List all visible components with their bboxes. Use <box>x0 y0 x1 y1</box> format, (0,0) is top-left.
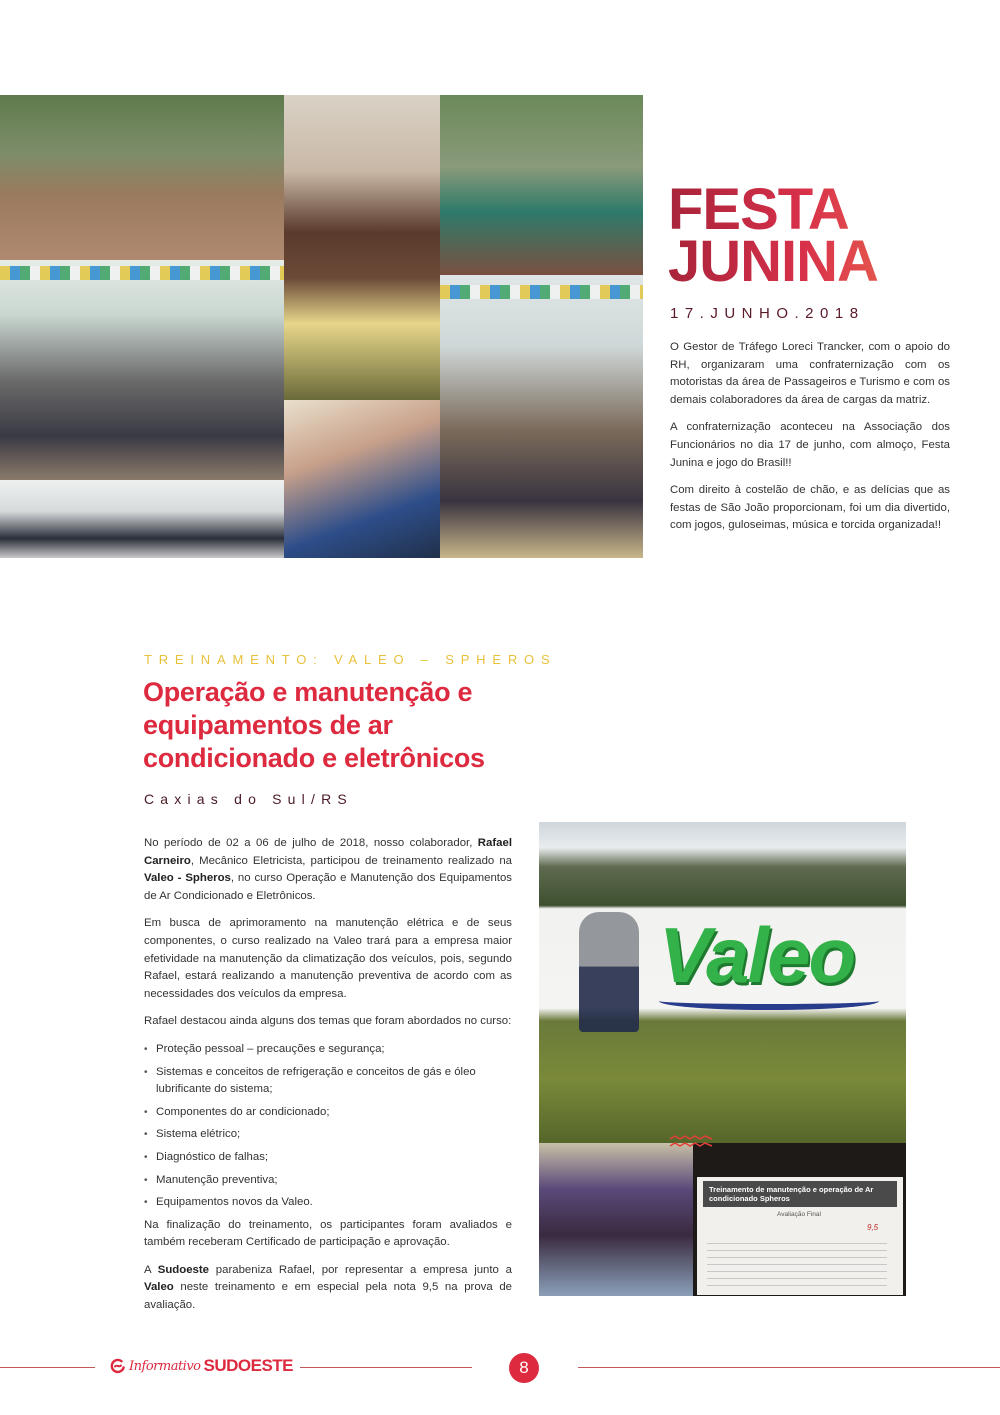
barbecue-food-photo <box>284 95 440 400</box>
list-item: • Sistema elétrico; <box>144 1126 512 1144</box>
article-paragraph: Na finalização do treinamento, os participantes foram avaliados e também receberam Certificado de participação e aprovação. <box>144 1218 512 1249</box>
selfie-group-photo <box>284 400 440 558</box>
training-location: Caxias do Sul/RS <box>144 791 353 807</box>
page-number-badge: 8 <box>509 1353 539 1383</box>
festa-paragraph: A confraternização aconteceu na Associação dos Funcionários no dia 17 de junho, com almoço, Festa Junina e jogo do Brasil!! <box>670 421 950 469</box>
festa-flags-decoration <box>0 266 284 280</box>
pool-table-photo <box>440 95 643 275</box>
evaluation-sheet-subtitle: Avaliação Final <box>777 1211 821 1218</box>
list-item: • Proteção pessoal – precauções e segurança; <box>144 1041 512 1059</box>
list-item: • Componentes do ar condicionado; <box>144 1104 512 1122</box>
brand-name-text: SUDOESTE <box>203 1356 294 1375</box>
title-line-2: JUNINA <box>668 229 878 294</box>
trainee-figure <box>579 912 639 1032</box>
topics-list <box>144 1041 512 1212</box>
certificate-handover-photo <box>539 1143 693 1296</box>
footer-divider <box>300 1367 472 1368</box>
title-line-1: FESTA <box>668 177 849 242</box>
evaluation-form-lines <box>707 1237 887 1287</box>
festa-junina-photo-collage <box>0 95 643 558</box>
evaluation-sheet <box>697 1177 903 1295</box>
valeo-sign-logo: Valeo <box>659 911 855 999</box>
company-name: Sudoeste <box>157 1263 210 1276</box>
bocha-game-photo <box>0 95 284 260</box>
valeo-swoosh-shape <box>659 992 879 1010</box>
festa-flags-decoration <box>440 285 643 299</box>
evaluation-score: 9,5 <box>867 1223 879 1232</box>
list-item: • Diagnóstico de falhas; <box>144 1149 512 1167</box>
informativo-sudoeste-logo <box>110 1356 293 1376</box>
festa-date: 17.JUNHO.2018 <box>670 305 865 322</box>
valeo-training-photo <box>539 822 906 1296</box>
company-name: Valeo <box>144 1281 174 1294</box>
footer-divider <box>578 1367 1000 1368</box>
valeo-sign-photo <box>539 822 906 1143</box>
article-paragraph: Em busca de aprimoramento na manutenção elétrica e de seus componentes, o curso realizado na Valeo trará para a empresa maior efetividade na manutenção da climatização dos veículos, pois, segundo Rafael, estará realizando a manutenção preventiva de acordo com as necessidades dos veículos da empresa. <box>144 917 512 1000</box>
brand-script-text: Informativo <box>129 1358 201 1374</box>
guitar-music-photo <box>0 480 284 558</box>
article-paragraph: No período de 02 a 06 de julho de 2018, nosso colaborador, Rafael Carneiro, Mecânico Eletricista, participou de treinamento realizado na Valeo - Spheros, no curso Operação e Manutenção dos Equipamentos de Ar Condicionado e Eletrônicos. <box>144 837 512 902</box>
long-table-lunch-photo <box>440 275 643 558</box>
article-paragraph: A Sudoeste parabeniza Rafael, por representar a empresa junto a Valeo neste treinamento e em especial pela nota 9,5 na prova de avaliação. <box>144 1263 512 1312</box>
festa-paragraph: O Gestor de Tráfego Loreci Trancker, com o apoio do RH, organizaram uma confraternização com os motoristas da área de Passageiros e Turismo e com os demais colaboradores da área de cargas da matriz. <box>670 341 950 406</box>
squiggle-decoration-icon <box>669 1135 713 1149</box>
festa-paragraph: Com direito à costelão de chão, e as delícias que as festas de São João proporcionam, foi um dia divertido, com jogos, guloseimas, música e torcida organizada!! <box>670 484 950 532</box>
evaluation-sheet-header: Treinamento de manutenção e operação de Ar condicionado Spheros <box>703 1181 897 1207</box>
festa-article-body <box>670 339 950 545</box>
page-footer <box>0 1350 1000 1386</box>
training-headline: Operação e manutenção e equipamentos de ar condicionado e eletrônicos <box>143 677 485 773</box>
person-name: Rafael Carneiro <box>144 837 512 867</box>
festa-junina-title <box>668 177 968 294</box>
list-item: • Equipamentos novos da Valeo. <box>144 1194 512 1212</box>
training-kicker: TREINAMENTO: VALEO – SPHEROS <box>144 652 557 667</box>
list-item: • Manutenção preventiva; <box>144 1172 512 1190</box>
company-name: Valeo - Spheros <box>144 872 231 885</box>
list-item: • Sistemas e conceitos de refrigeração e conceitos de gás e óleo lubrificante do sistema; <box>144 1064 512 1099</box>
training-article-body <box>144 835 512 1325</box>
article-paragraph: Rafael destacou ainda alguns dos temas que foram abordados no curso: <box>144 1015 512 1028</box>
evaluation-sheet-photo <box>693 1143 906 1296</box>
sudoeste-s-logo-icon <box>110 1358 126 1374</box>
buffet-hall-photo <box>0 260 284 480</box>
footer-divider <box>0 1367 95 1368</box>
